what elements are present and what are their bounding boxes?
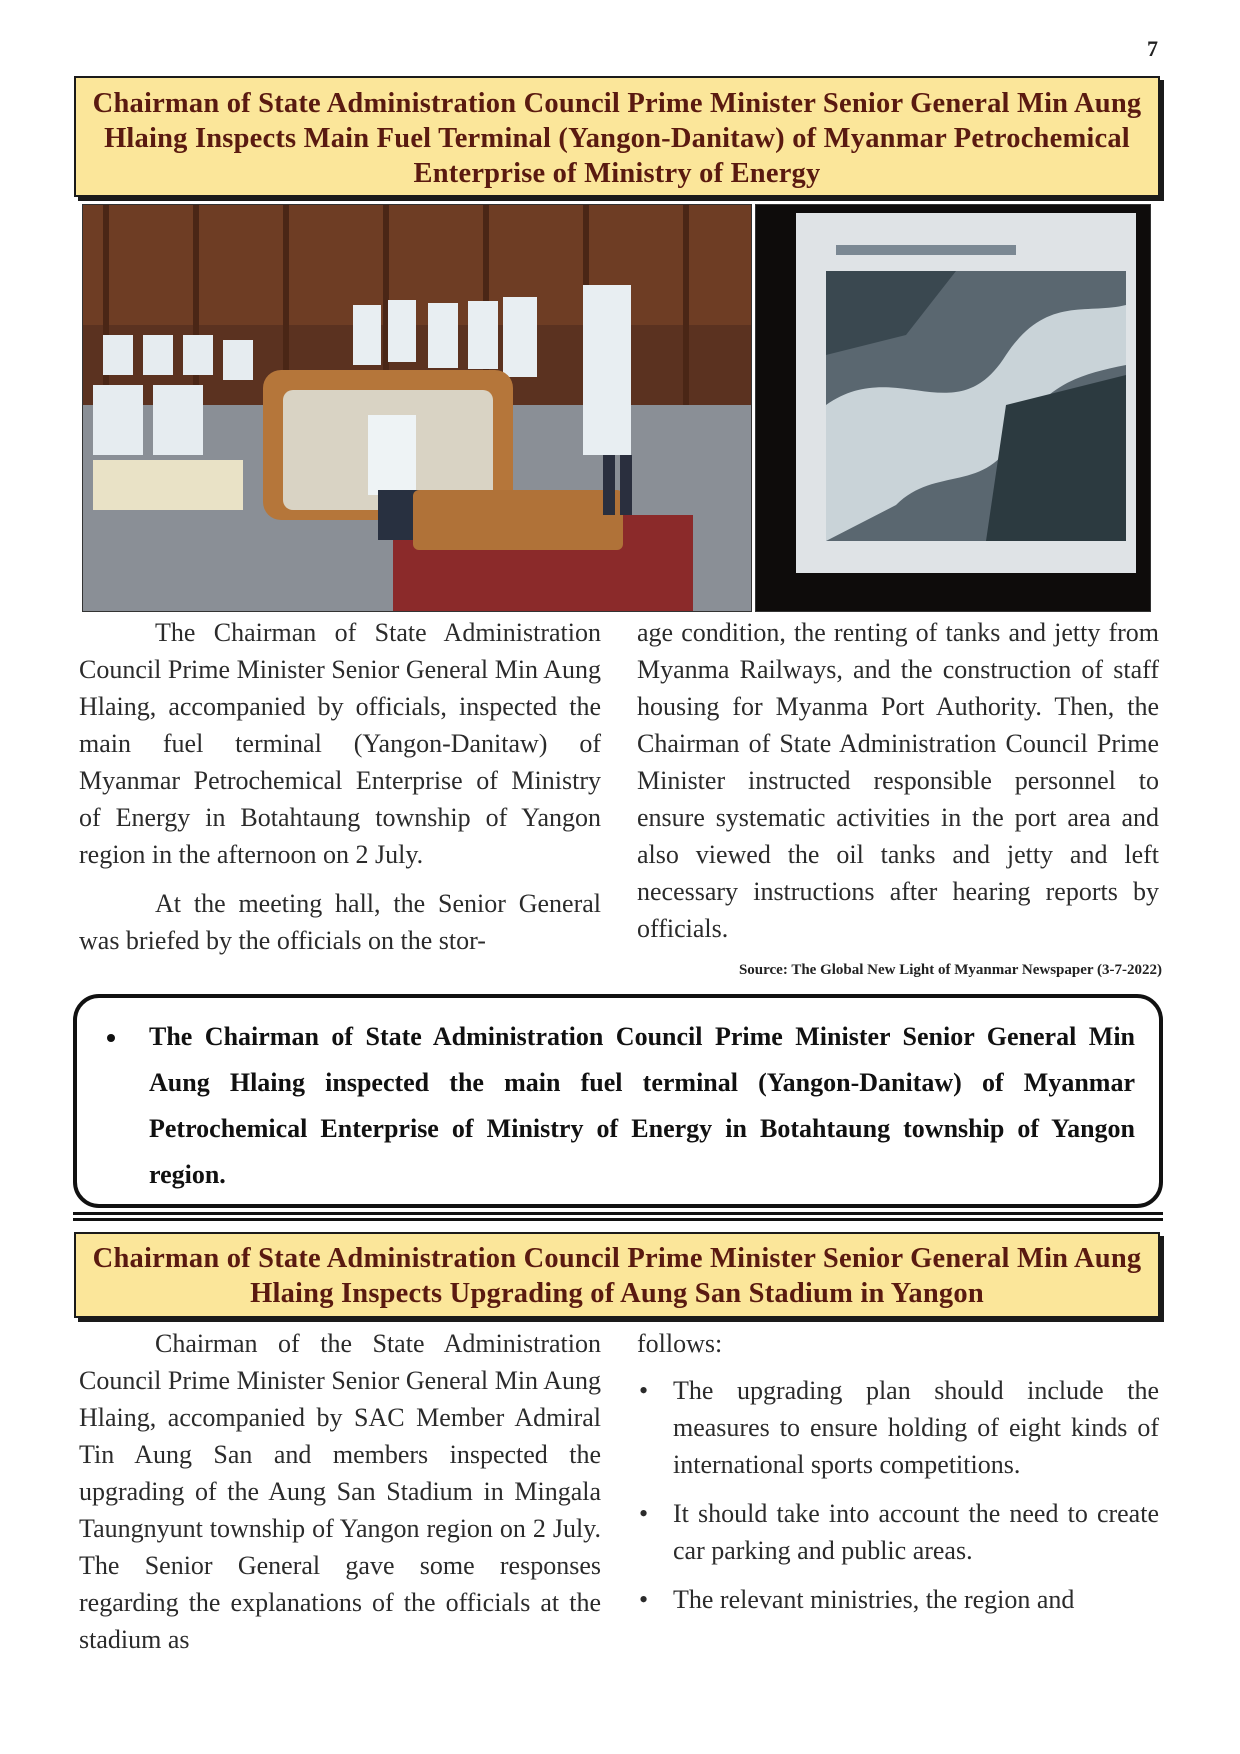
summary-box xyxy=(73,994,1163,1208)
list-item-text: The upgrading plan should include the measures to ensure holding of eight kinds of international sports competitions. xyxy=(673,1376,1159,1479)
projection-screen-photo xyxy=(755,204,1151,612)
list-item xyxy=(637,1372,1159,1483)
body-paragraph: The Chairman of State Administration Council Prime Minister Senior General Min Aung Hlaing, accompanied by officials, inspected the main fuel terminal (Yangon-Danitaw) of Myanmar Petrochemical Enterprise of Ministry of Energy in Botahtaung township of Yangon region in the afternoon on 2 July. xyxy=(79,618,601,869)
meeting-hall-photo xyxy=(82,204,752,612)
article-headline: Chairman of State Administration Council Prime Minister Senior General Min Aung Hlaing Inspects Upgrading of Aung San Stadium in Yangon xyxy=(74,1232,1160,1318)
page-number: 7 xyxy=(1147,36,1158,61)
article-column-right xyxy=(637,614,1159,947)
article-column-left xyxy=(79,614,601,959)
list-item-text: The relevant ministries, the region and xyxy=(673,1585,1075,1614)
list-item xyxy=(637,1495,1159,1569)
list-item xyxy=(637,1581,1159,1618)
section-divider xyxy=(73,1218,1163,1221)
article-column-right xyxy=(637,1325,1159,1630)
list-item-text: It should take into account the need to create car parking and public areas. xyxy=(673,1499,1159,1565)
article-column-left xyxy=(79,1325,601,1658)
bullet-icon: • xyxy=(639,1499,649,1528)
article-headline: Chairman of State Administration Council Prime Minister Senior General Min Aung Hlaing Inspects Main Fuel Terminal (Yangon-Danitaw) of Myanmar Petrochemical Enterprise of Ministry of Energy xyxy=(74,76,1160,197)
body-paragraph: Chairman of the State Administration Council Prime Minister Senior General Min Aung Hlaing, accompanied by SAC Member Admiral Tin Aung San and members inspected the upgrading of the Aung San Stadium in Mingala Taungnyunt township of Yangon region on 2 July. The Senior General gave some responses regarding the explanations of the officials at the stadium as xyxy=(79,1329,601,1654)
bullet-icon: • xyxy=(639,1376,649,1405)
body-paragraph: At the meeting hall, the Senior General was briefed by the officials on the stor- xyxy=(79,889,601,955)
bullet-icon: • xyxy=(639,1585,649,1614)
summary-item: • The Chairman of State Administration Council Prime Minister Senior General Min Aung Hlaing inspected the main fuel terminal (Yangon-Danitaw) of Myanmar Petrochemical Enterprise of Ministry of Energy in Botahtaung township of Yangon region. xyxy=(129,1014,1135,1198)
section-divider xyxy=(73,1212,1163,1215)
source-citation: Source: The Global New Light of Myanmar Newspaper (3-7-2022) xyxy=(738,962,1162,978)
instruction-list xyxy=(637,1372,1159,1618)
body-paragraph: follows: xyxy=(637,1329,723,1358)
body-paragraph: age condition, the renting of tanks and jetty from Myanma Railways, and the construction of staff housing for Myanma Port Authority. Then, the Chairman of State Administration Council Prime Minister instructed responsible personnel to ensure systematic activities in the port area and also viewed the oil tanks and jetty and left necessary instructions after hearing reports by officials. xyxy=(637,618,1159,943)
